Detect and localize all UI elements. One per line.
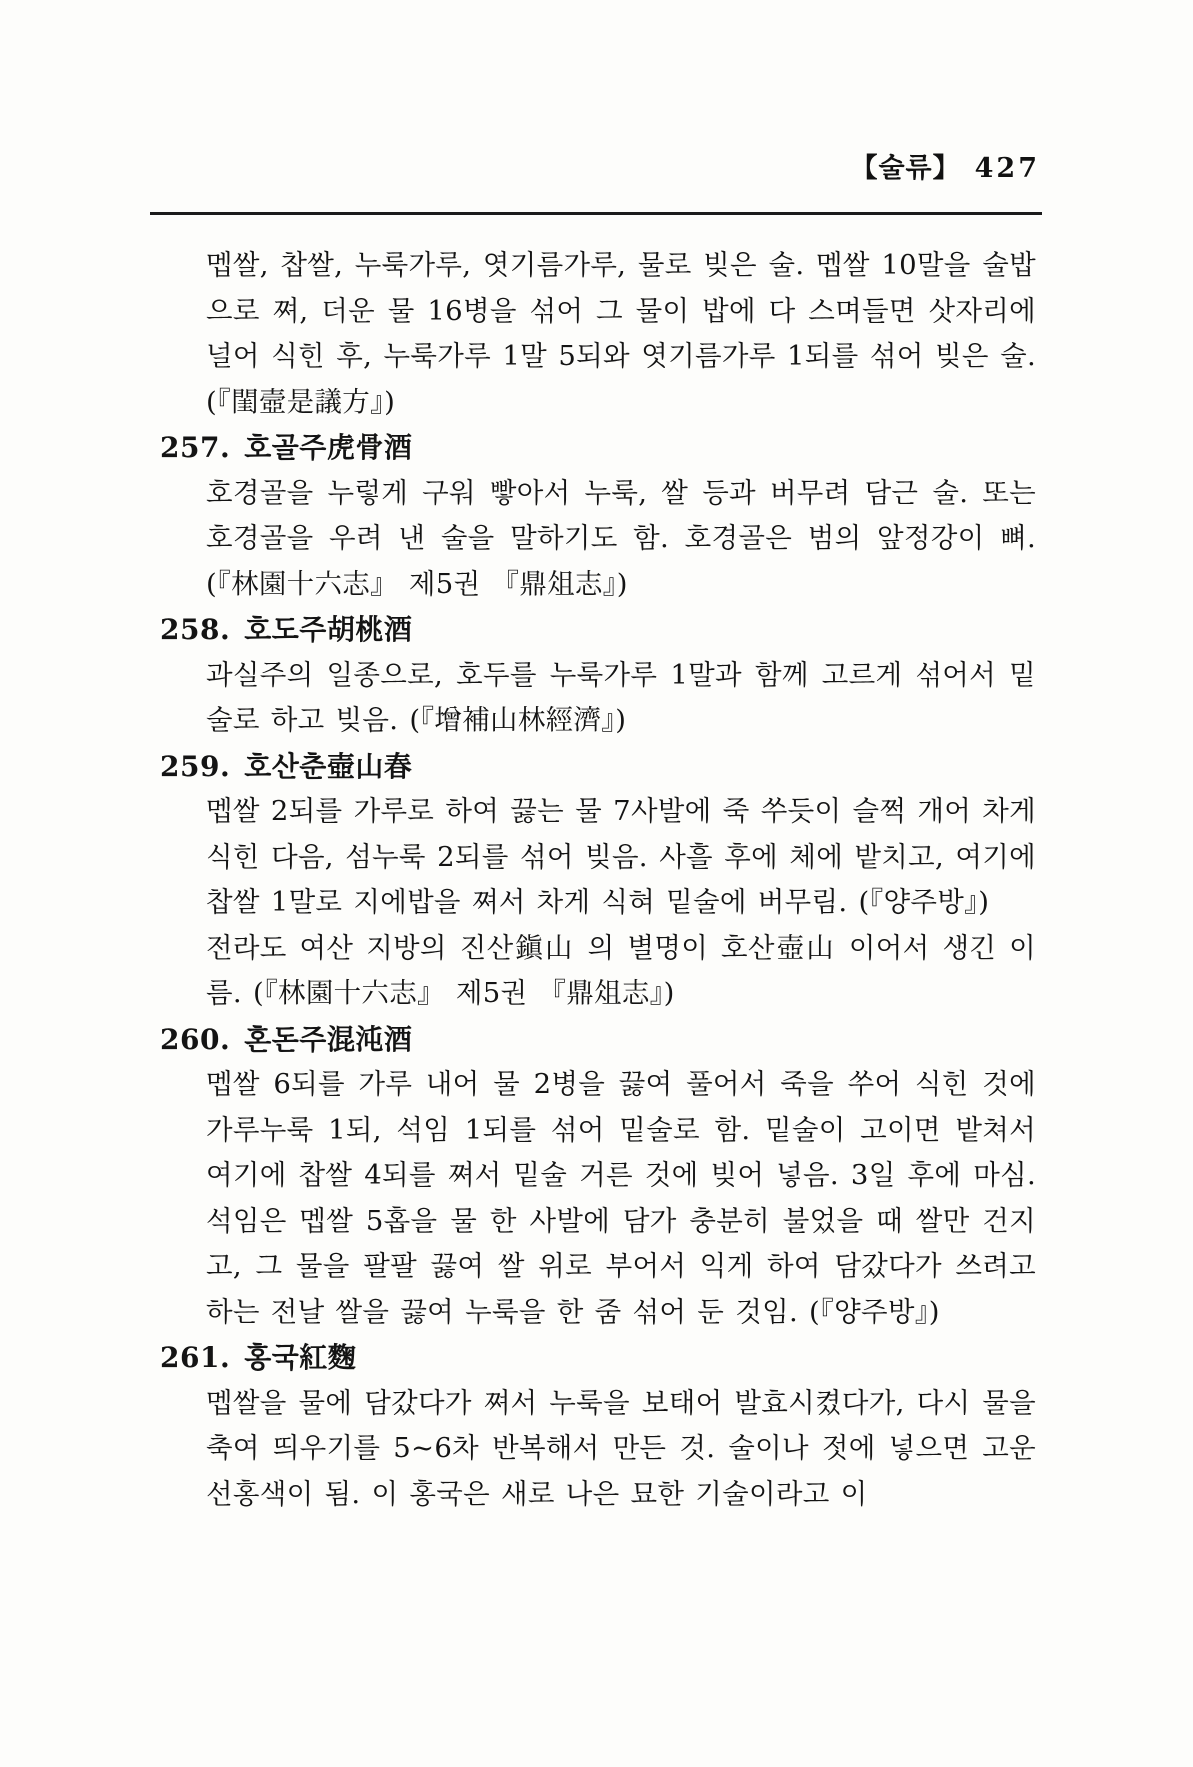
entry-heading	[160, 1017, 1036, 1063]
entry	[160, 607, 1036, 744]
entry-heading	[160, 425, 1036, 471]
entry-paragraph: 과실주의 일종으로, 호두를 누룩가루 1말과 함께 고르게 섞어서 밑술로 하고 빚음. (『增補山林經濟』)	[206, 658, 1036, 736]
entry-paragraph: 멥쌀을 물에 담갔다가 쪄서 누룩을 보태어 발효시켰다가, 다시 물을 축여 띄우기를 5~6차 반복해서 만든 것. 술이나 젓에 넣으면 고운 선홍색이 됨. 이 홍국은 새로 나은 묘한 기술이라고 이	[206, 1386, 1036, 1510]
entry-number: 258.	[160, 613, 231, 646]
entry-paragraph: 멥쌀 2되를 가루로 하여 끓는 물 7사발에 죽 쑤듯이 슬쩍 개어 차게 식힌 다음, 섬누룩 2되를 섞어 빚음. 사흘 후에 체에 밭치고, 여기에 찹쌀 1말로 지에밥을 쪄서 차게 식혀 밑술에 버무림. (『양주방』)	[206, 795, 1036, 918]
entry-number: 260.	[160, 1022, 231, 1056]
entry-paragraph: 전라도 여산 지방의 진산鎭山 의 별명이 호산壺山 이어서 생긴 이름. (『林園十六志』 제5권 『鼎俎志』)	[206, 931, 1036, 1009]
entry-title: 호산춘壺山春	[244, 749, 413, 783]
header-rule	[150, 212, 1042, 215]
entry	[160, 425, 1036, 607]
entry-heading	[160, 744, 1036, 790]
page-number: 427	[974, 153, 1040, 184]
entry	[160, 744, 1036, 1017]
entry-title: 홍국紅麴	[244, 1341, 357, 1374]
entry-heading	[160, 607, 1036, 653]
entry-paragraph: 호경골을 누렇게 구워 빻아서 누룩, 쌀 등과 버무려 담근 술. 또는 호경골을 우려 낸 술을 말하기도 함. 호경골은 범의 앞정강이 뼈. (『林園十六志』 제5권 『鼎俎志』)	[206, 476, 1036, 600]
entry-title: 혼돈주混沌酒	[244, 1022, 413, 1056]
entry-number: 261.	[160, 1341, 231, 1374]
entry-number: 257.	[160, 431, 231, 464]
entry	[160, 1335, 1036, 1517]
entry-title: 호골주虎骨酒	[244, 431, 413, 464]
entry-paragraph: 멥쌀 6되를 가루 내어 물 2병을 끓여 풀어서 죽을 쑤어 식힌 것에 가루누룩 1되, 석임 1되를 섞어 밑술로 함. 밑술이 고이면 밭쳐서 여기에 찹쌀 4되를 쪄서 밑술 거른 것에 빚어 넣음. 3일 후에 마심. 석임은 멥쌀 5홉을 물 한 사발에 담가 충분히 불었을 때 쌀만 건지고, 그 물을 팔팔 끓여 쌀 위로 부어서 익게 하여 담갔다가 쓰려고 하는 전날 쌀을 끓여 누룩을 한 줌 섞어 둔 것임. (『양주방』)	[206, 1068, 1036, 1328]
section-label: 【술류】	[850, 153, 961, 184]
entry	[160, 243, 1036, 425]
entry-heading	[160, 1335, 1036, 1381]
entry-number: 259.	[160, 749, 231, 783]
page-header	[160, 146, 1040, 185]
entry-paragraph: 멥쌀, 찹쌀, 누룩가루, 엿기름가루, 물로 빚은 술. 멥쌀 10말을 술밥으로 쪄, 더운 물 16병을 섞어 그 물이 밥에 다 스며들면 삿자리에 널어 식힌 후, 누룩가루 1말 5되와 엿기름가루 1되를 섞어 빚은 술. (『閨壼是議方』)	[206, 249, 1036, 418]
entry	[160, 1017, 1036, 1336]
entry-title: 호도주胡桃酒	[244, 613, 413, 646]
entries-list	[160, 243, 1036, 1517]
